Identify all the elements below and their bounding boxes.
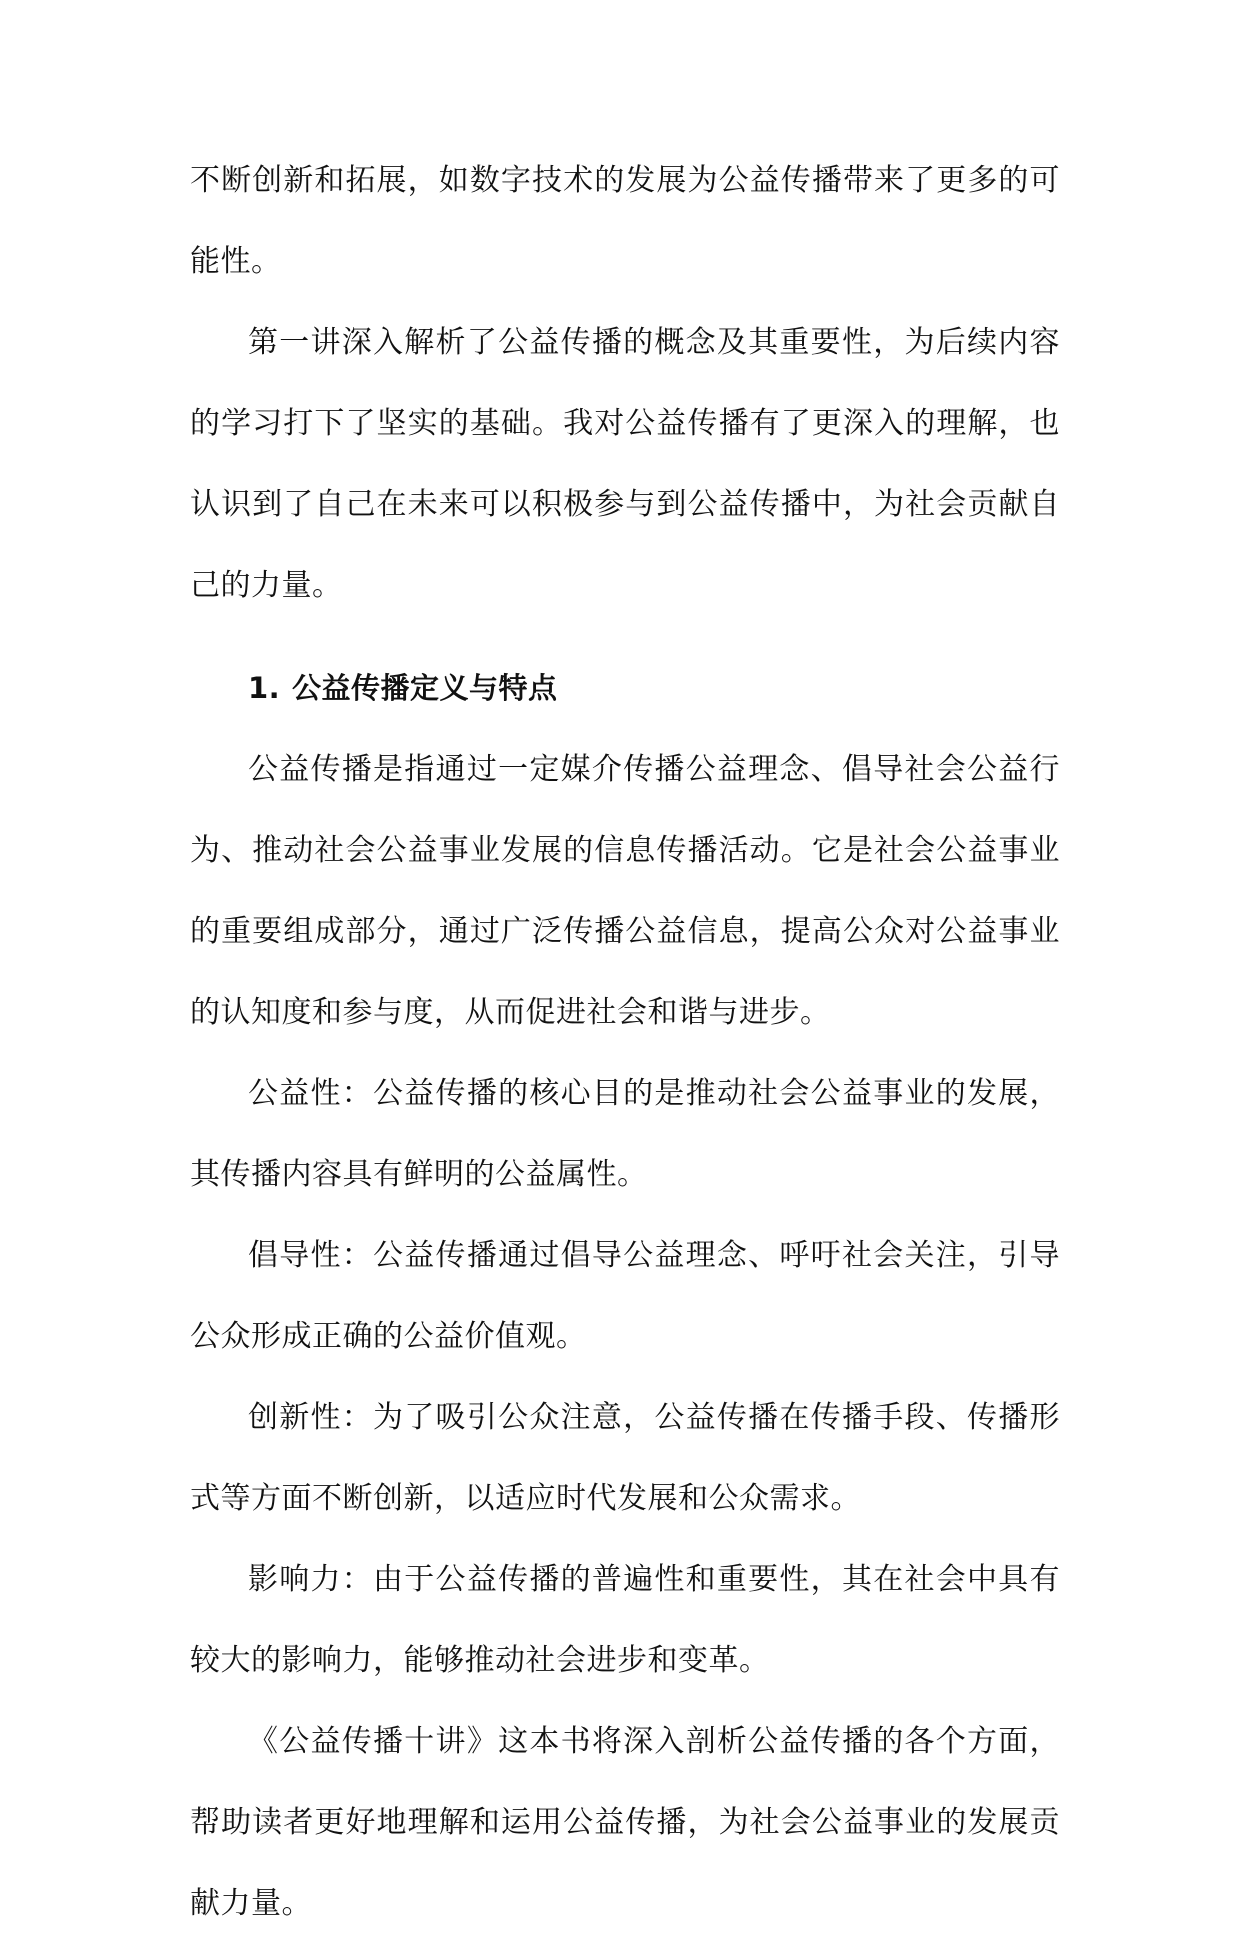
section-title: 公益传播定义与特点: [292, 671, 558, 705]
paragraph-definition: 公益传播是指通过一定媒介传播公益理念、倡导社会公益行为、推动社会公益事业发展的信息传播活动。它是社会公益事业的重要组成部分，通过广泛传播公益信息，提高公众对公益事业的认知度和参与度，从而促进社会和谐与进步。: [190, 752, 1060, 1030]
paragraph-feature-advocacy: 倡导性：公益传播通过倡导公益理念、呼吁社会关注，引导公众形成正确的公益价值观。: [190, 1238, 1060, 1354]
paragraph-feature-public-welfare: 公益性：公益传播的核心目的是推动社会公益事业的发展，其传播内容具有鲜明的公益属性。: [190, 1076, 1060, 1192]
document-body: [190, 140, 1060, 1944]
paragraph-feature-influence: 影响力：由于公益传播的普遍性和重要性，其在社会中具有较大的影响力，能够推动社会进步和变革。: [190, 1562, 1060, 1678]
section-heading: [190, 648, 1060, 729]
paragraph-feature-innovation: 创新性：为了吸引公众注意，公益传播在传播手段、传播形式等方面不断创新，以适应时代发展和公众需求。: [190, 1400, 1060, 1516]
section-number: 1.: [248, 671, 281, 705]
paragraph-book-intro: 《公益传播十讲》这本书将深入剖析公益传播的各个方面，帮助读者更好地理解和运用公益传播，为社会公益事业的发展贡献力量。: [190, 1724, 1060, 1921]
paragraph-lecture-summary: 第一讲深入解析了公益传播的概念及其重要性，为后续内容的学习打下了坚实的基础。我对公益传播有了更深入的理解，也认识到了自己在未来可以积极参与到公益传播中，为社会贡献自己的力量。: [190, 325, 1060, 603]
paragraph-continuation: 不断创新和拓展，如数字技术的发展为公益传播带来了更多的可能性。: [190, 163, 1060, 279]
